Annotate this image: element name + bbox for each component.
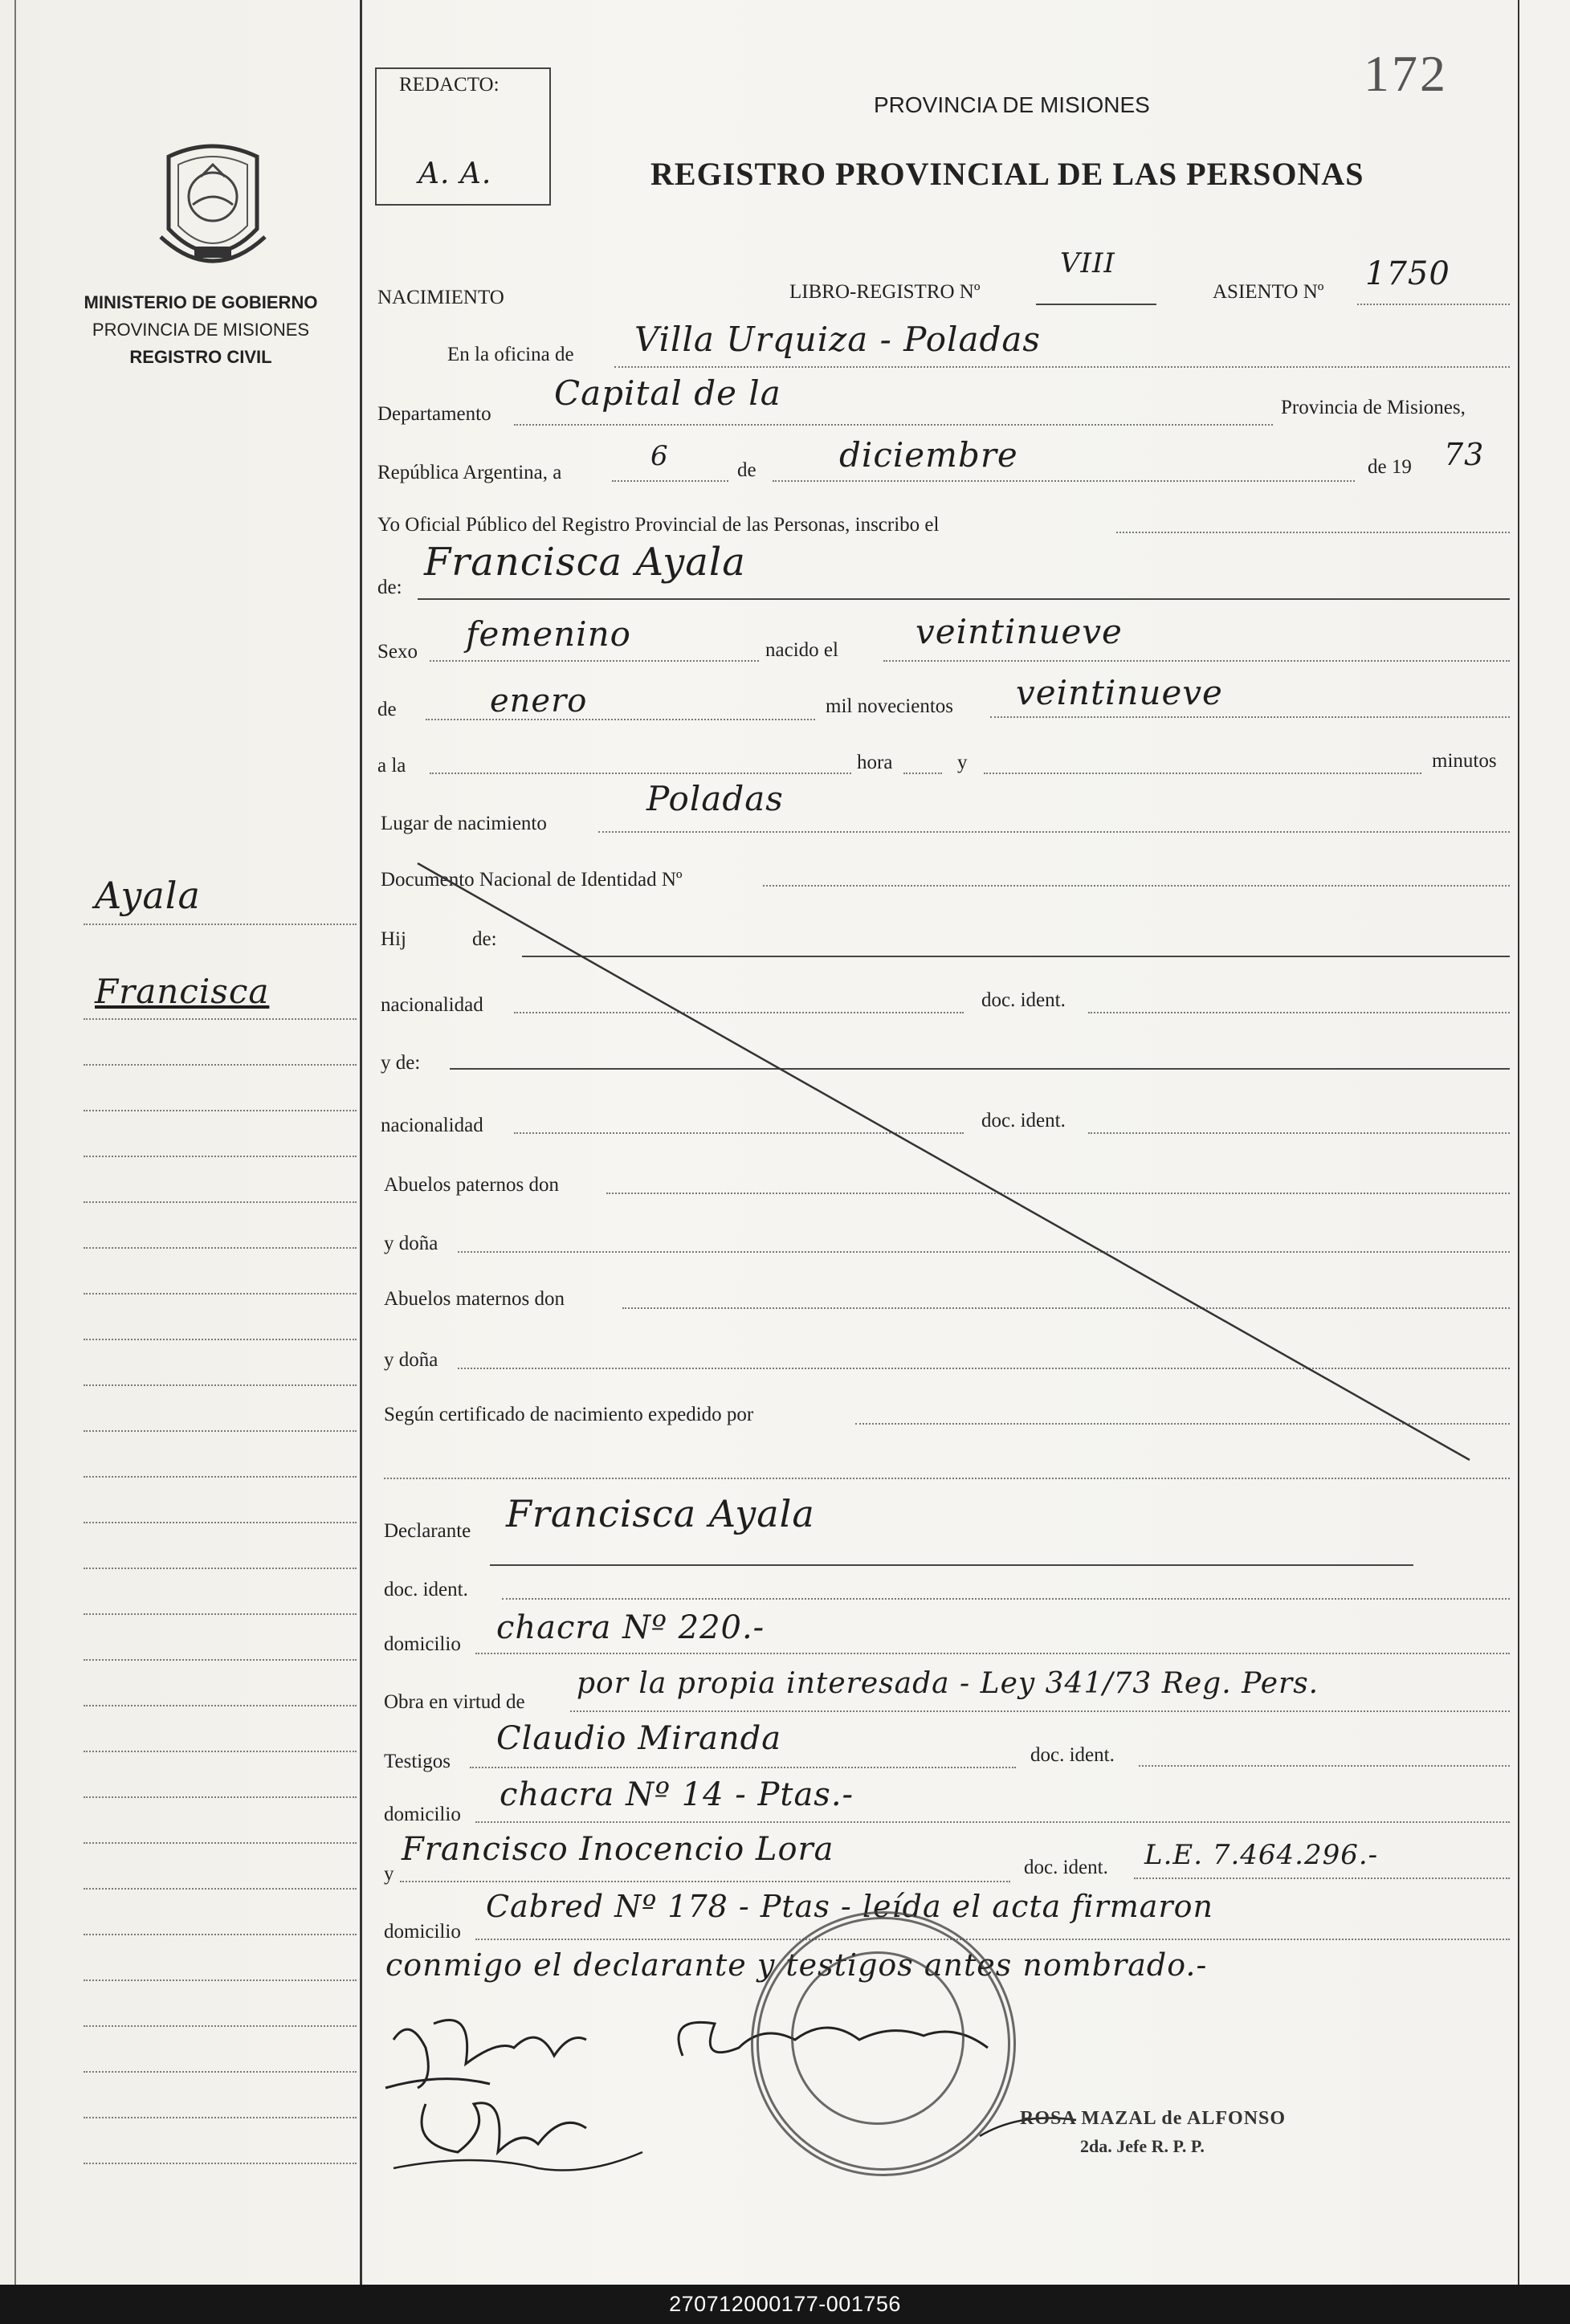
official-seal <box>751 1911 1016 2176</box>
footer-id: 270712000177-001756 <box>0 2285 1570 2324</box>
docident4-label: doc. ident. <box>1030 1744 1115 1766</box>
page-number: 172 <box>1364 45 1448 102</box>
birth-month-value: enero <box>490 683 588 720</box>
libro-label: LIBRO-REGISTRO Nº <box>789 281 981 303</box>
nacido-value: veintinueve <box>915 612 1123 651</box>
domicilio1-label: domicilio <box>384 1633 461 1655</box>
libro-value: VIII <box>1060 247 1115 279</box>
docident5-value: L.E. 7.464.296.- <box>1144 1839 1379 1871</box>
nacionalidad2-label: nacionalidad <box>381 1115 483 1136</box>
obra-value: por la propia interesada - Ley 341/73 Reg. Pers. <box>577 1667 1319 1700</box>
hij-de-label: de: <box>472 928 497 950</box>
hij-label: Hij <box>381 928 406 950</box>
year-prefix: de 19 <box>1368 456 1412 478</box>
domicilio2-value: chacra Nº 14 - Ptas.- <box>500 1776 854 1813</box>
asiento-value: 1750 <box>1365 255 1450 292</box>
redacto-label: REDACTO: <box>399 74 500 96</box>
sexo-value: femenino <box>466 614 631 654</box>
docident3-label: doc. ident. <box>384 1579 468 1600</box>
oficial-text: Yo Oficial Público del Registro Provincial de las Personas, inscribo el <box>377 514 940 536</box>
lugar-value: Poladas <box>646 779 784 818</box>
ministry-line1: MINISTERIO DE GOBIERNO <box>84 292 318 312</box>
name-value: Francisca Ayala <box>424 540 746 585</box>
domicilio3-value: Cabred Nº 178 - Ptas - leída el acta firmaron <box>486 1889 1213 1924</box>
testigo2-value: Francisco Inocencio Lora <box>402 1831 834 1868</box>
ala-label: a la <box>377 755 406 777</box>
yde-label: y de: <box>381 1052 421 1074</box>
de2-label: de: <box>377 577 402 598</box>
sexo-label: Sexo <box>377 641 418 663</box>
domicilio1-value: chacra Nº 220.- <box>496 1609 765 1646</box>
hora-label: hora <box>857 752 893 773</box>
provincia-label: Provincia de Misiones, <box>1281 397 1466 418</box>
year-value: 73 <box>1444 437 1485 472</box>
registry-title: REGISTRO PROVINCIAL DE LAS PERSONAS <box>650 156 1364 192</box>
segun-label: Según certificado de nacimiento expedido por <box>384 1404 754 1425</box>
docident1-label: doc. ident. <box>981 989 1066 1011</box>
abuelos-paternos-label: Abuelos paternos don <box>384 1174 560 1196</box>
ydona1-label: y doña <box>384 1233 438 1254</box>
docident5-label: doc. ident. <box>1024 1857 1108 1878</box>
nacionalidad1-label: nacionalidad <box>381 994 483 1016</box>
de-label: de <box>737 459 756 481</box>
dni-label: Documento Nacional de Identidad Nº <box>381 869 683 891</box>
y2-label: y <box>384 1863 394 1885</box>
month-value: diciembre <box>839 435 1018 475</box>
redacto-value: A. A. <box>418 157 492 190</box>
testigo1-value: Claudio Miranda <box>496 1720 782 1757</box>
domicilio3-label: domicilio <box>384 1921 461 1943</box>
obra-label: Obra en virtud de <box>384 1691 525 1713</box>
declarante-value: Francisca Ayala <box>506 1492 815 1535</box>
record-type: NACIMIENTO <box>377 287 504 308</box>
declarante-label: Declarante <box>384 1520 471 1542</box>
ministry-line2: PROVINCIA DE MISIONES <box>92 320 310 340</box>
y-label: y <box>957 752 968 773</box>
ministry-line3: REGISTRO CIVIL <box>129 347 272 367</box>
domicilio2-label: domicilio <box>384 1804 461 1825</box>
oficina-label: En la oficina de <box>447 344 574 365</box>
nacido-label: nacido el <box>765 639 838 661</box>
province-header: PROVINCIA DE MISIONES <box>874 92 1150 117</box>
docident2-label: doc. ident. <box>981 1110 1066 1131</box>
de3-label: de <box>377 699 397 720</box>
closing-text: conmigo el declarante y testigos antes nombrado.- <box>385 1947 1208 1983</box>
official-name: ROSA MAZAL de ALFONSO <box>1020 2108 1287 2129</box>
minutos-label: minutos <box>1432 750 1497 772</box>
day-value: 6 <box>650 440 669 472</box>
margin-note-surname: Ayala <box>95 874 201 917</box>
republica-label: República Argentina, a <box>377 462 562 483</box>
testigos-label: Testigos <box>384 1751 451 1772</box>
official-title: 2da. Jefe R. P. P. <box>1080 2136 1205 2156</box>
departamento-label: Departamento <box>377 403 491 425</box>
margin-note-firstname: Francisca <box>95 972 270 1011</box>
abuelos-maternos-label: Abuelos maternos don <box>384 1288 565 1310</box>
ydona2-label: y doña <box>384 1349 438 1371</box>
asiento-label: ASIENTO Nº <box>1213 281 1324 303</box>
lugar-label: Lugar de nacimiento <box>381 813 547 834</box>
departamento-value: Capital de la <box>554 373 781 413</box>
mil-label: mil novecientos <box>826 695 953 717</box>
oficina-value: Villa Urquiza - Poladas <box>634 320 1041 359</box>
mil-value: veintinueve <box>1016 673 1223 712</box>
